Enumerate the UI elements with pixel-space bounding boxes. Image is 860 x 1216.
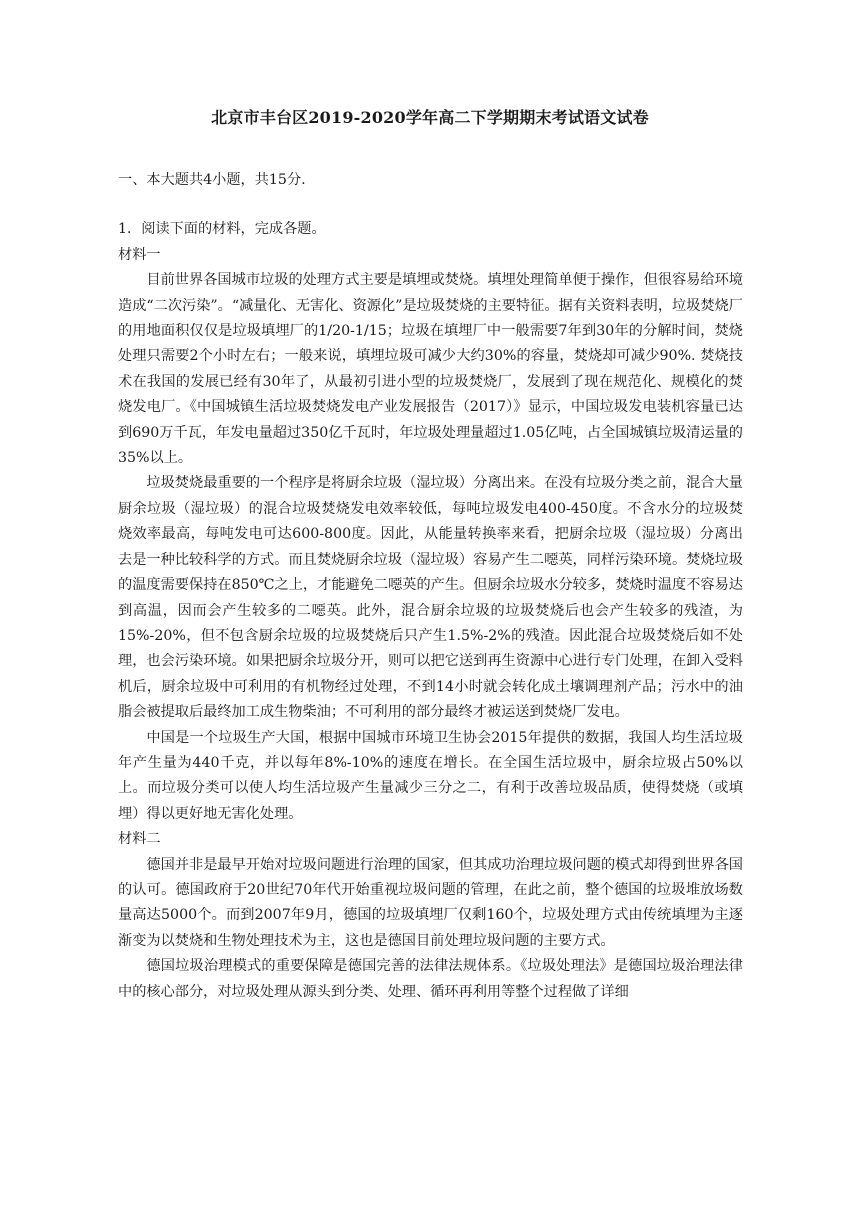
- question-intro: 1．阅读下面的材料，完成各题。: [118, 221, 326, 238]
- material-one-label: 材料一: [118, 246, 161, 263]
- material-two-label: 材料二: [118, 831, 161, 848]
- document-title: 北京市丰台区2019-2020学年高二下学期期末考试语文试卷: [211, 108, 649, 127]
- material-two-paragraph-2: 德国垃圾治理模式的重要保障是德国完善的法律法规体系。《垃圾处理法》是德国垃圾治理法律中的核心部分，对垃圾处理从源头到分类、处理、循环再利用等整个过程做了详细: [118, 958, 743, 1000]
- material-two-paragraph-1: 德国并非是最早开始对垃圾问题进行治理的国家，但其成功治理垃圾问题的模式却得到世界各国的认可。德国政府于20世纪70年代开始重视垃圾问题的管理，在此之前，整个德国的垃圾堆放场数量高达5000个。而到2007年9月，德国的垃圾填埋厂仅剩160个，垃圾处理方式由传统填埋为主逐渐变为以焚烧和生物处理技术为主，这也是德国目前处理垃圾问题的主要方式。: [118, 856, 743, 949]
- spacer: [118, 193, 743, 217]
- material-one-paragraph-3: 中国是一个垃圾生产大国，根据中国城市环境卫生协会2015年提供的数据，我国人均生活垃圾年产生量为440千克，并以每年8%-10%的速度在增长。在全国生活垃圾中，厨余垃圾占50%以上。而垃圾分类可以使人均生活垃圾产生量减少三分之二，有利于改善垃圾品质，使得焚烧（或填埋）得以更好地无害化处理。: [118, 729, 743, 822]
- section-heading: 一、本大题共4小题，共15分.: [118, 172, 306, 188]
- material-one-paragraph-2: 垃圾焚烧最重要的一个程序是将厨余垃圾（湿垃圾）分离出来。在没有垃圾分类之前，混合大量厨余垃圾（湿垃圾）的混合垃圾焚烧发电效率较低，每吨垃圾发电400-450度。不含水分的垃圾焚烧效率最高，每吨发电可达600-800度。因此，从能量转换率来看，把厨余垃圾（湿垃圾）分离出去是一种比较科学的方式。而且焚烧厨余垃圾（湿垃圾）容易产生二噁英，同样污染环境。焚烧垃圾的温度需要保持在850℃之上，才能避免二噁英的产生。但厨余垃圾水分较多，焚烧时温度不容易达到高温，因而会产生较多的二噁英。此外，混合厨余垃圾的垃圾焚烧后也会产生较多的残渣，为15%-20%，但不包含厨余垃圾的垃圾焚烧后只产生1.5%-2%的残渣。因此混合垃圾焚烧后如不处理，也会污染环境。如果把厨余垃圾分开，则可以把它送到再生资源中心进行专门处理，在卸入受料机后，厨余垃圾中可利用的有机物经过处理，不到14小时就会转化成土壤调理剂产品；污水中的油脂会被提取后最终加工成生物柴油；不可利用的部分最终才被运送到焚烧厂发电。: [118, 475, 743, 721]
- material-one-paragraph-1: 目前世界各国城市垃圾的处理方式主要是填埋或焚烧。填埋处理简单便于操作，但很容易给环境造成“二次污染”。“减量化、无害化、资源化”是垃圾焚烧的主要特征。据有关资料表明，垃圾焚烧厂的用地面积仅仅是垃圾填埋厂的1/20-1/15；垃圾在填埋厂中一般需要7年到30年的分解时间，焚烧处理只需要2个小时左右；一般来说，填埋垃圾可减少大约30%的容量，焚烧却可减少90%. 焚烧技术在我国的发展已经有30年了，从最初引进小型的垃圾焚烧厂，发展到了现在规范化、规模化的焚烧发电厂。《中国城镇生活垃圾焚烧发电产业发展报告（2017）》显示，中国垃圾发电装机容量已达到690万千瓦，年发电量超过350亿千瓦时，年垃圾处理量超过1.05亿吨，占全国城镇垃圾清运量的35%以上。: [118, 272, 743, 467]
- document-body: [118, 168, 743, 1005]
